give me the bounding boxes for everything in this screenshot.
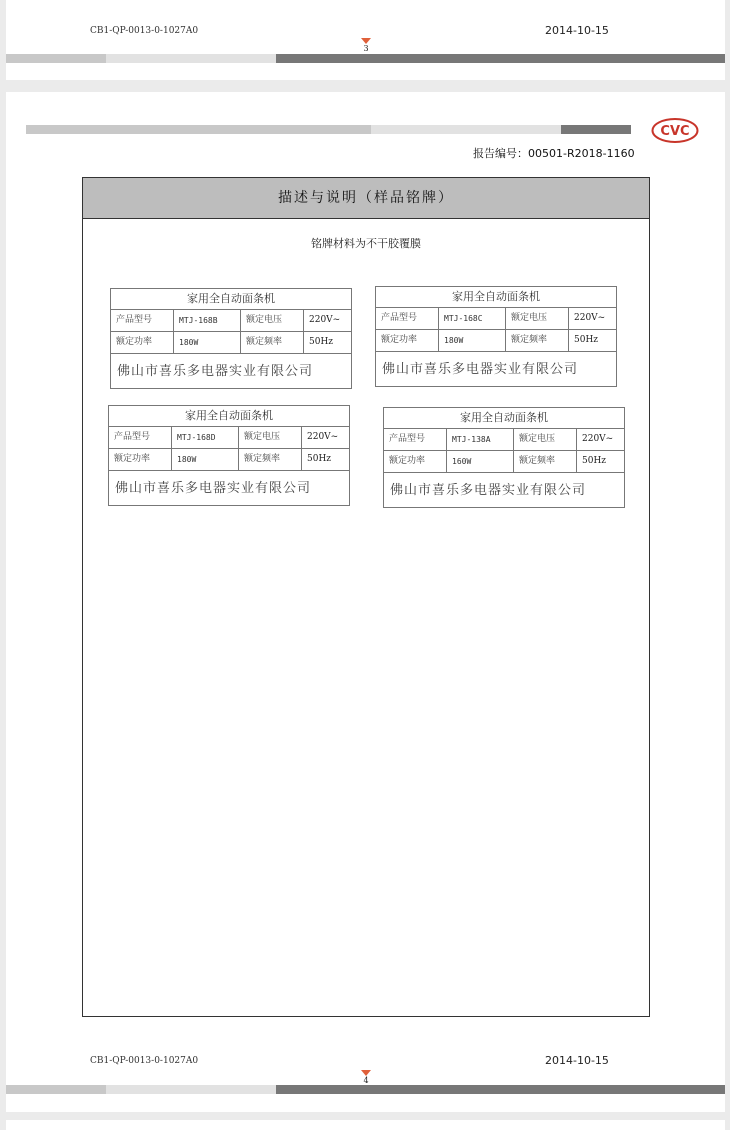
voltage-value: 220V~ [307, 432, 339, 442]
voltage-label: 额定电压 [239, 427, 302, 448]
model-value: MTJ-138A [447, 429, 514, 450]
model-label: 产品型号 [111, 310, 174, 331]
power-label: 额定功率 [384, 451, 447, 472]
model-value: MTJ-168C [439, 308, 506, 329]
model-label: 产品型号 [109, 427, 172, 448]
company-name: 佛山市喜乐多电器实业有限公司 [382, 362, 579, 377]
nameplate-row [376, 330, 616, 352]
nameplate-title: 家用全自动面条机 [376, 287, 616, 308]
nameplate-mtj-168c [375, 286, 617, 387]
nameplate-row [384, 451, 624, 473]
nameplate-mtj-168d [108, 405, 350, 506]
frequency-label: 额定频率 [239, 449, 302, 470]
nameplate-row [109, 449, 349, 471]
model-label: 产品型号 [384, 429, 447, 450]
frequency-value: 50Hz [309, 337, 334, 347]
nameplate-row [376, 308, 616, 330]
nameplate-row [384, 429, 624, 451]
power-label: 额定功率 [109, 449, 172, 470]
section-title: 描述与说明（样品铭牌） [83, 178, 649, 219]
power-value: 180W [172, 449, 239, 470]
nameplate-mtj-168b [110, 288, 352, 389]
nameplate-row [111, 332, 351, 354]
company-name: 佛山市喜乐多电器实业有限公司 [117, 364, 314, 379]
frequency-label: 额定频率 [506, 330, 569, 351]
power-value: 160W [447, 451, 514, 472]
header-bar [26, 125, 631, 134]
footer-date: 2014-10-15 [545, 1054, 609, 1067]
frequency-label: 额定频率 [241, 332, 304, 353]
power-value: 180W [439, 330, 506, 351]
footer-bar [6, 1085, 725, 1094]
power-label: 额定功率 [376, 330, 439, 351]
page-number-marker [357, 1070, 375, 1086]
model-value: MTJ-168B [174, 310, 241, 331]
nameplate-row [111, 310, 351, 332]
page-number-marker [357, 38, 375, 54]
voltage-value: 220V~ [582, 434, 614, 444]
voltage-value: 220V~ [309, 315, 341, 325]
nameplate-row [109, 427, 349, 449]
material-note: 铭牌材料为不干胶覆膜 [311, 237, 421, 250]
frequency-value: 50Hz [582, 456, 607, 466]
voltage-label: 额定电压 [241, 310, 304, 331]
cvc-logo [651, 117, 699, 144]
frequency-value: 50Hz [574, 335, 599, 345]
model-value: MTJ-168D [172, 427, 239, 448]
footer-bar [6, 54, 725, 63]
page-number: 3 [363, 44, 369, 53]
nameplate-mtj-138a [383, 407, 625, 508]
frequency-value: 50Hz [307, 454, 332, 464]
footer-date: 2014-10-15 [545, 24, 609, 37]
voltage-value: 220V~ [574, 313, 606, 323]
footer-doc-code: CB1-QP-0013-0-1027A0 [90, 1056, 199, 1066]
voltage-label: 额定电压 [514, 429, 577, 450]
power-label: 额定功率 [111, 332, 174, 353]
power-value: 180W [174, 332, 241, 353]
company-name: 佛山市喜乐多电器实业有限公司 [390, 483, 587, 498]
voltage-label: 额定电压 [506, 308, 569, 329]
logo-text: CVC [660, 124, 690, 139]
nameplate-title: 家用全自动面条机 [111, 289, 351, 310]
page-number: 4 [363, 1076, 369, 1085]
nameplate-title: 家用全自动面条机 [109, 406, 349, 427]
description-frame [82, 177, 650, 1017]
previous-page [6, 0, 725, 80]
company-name: 佛山市喜乐多电器实业有限公司 [115, 481, 312, 496]
report-number: 报告编号：00501-R2018-1160 [473, 147, 635, 160]
footer-doc-code: CB1-QP-0013-0-1027A0 [90, 26, 199, 36]
report-page [6, 92, 725, 1112]
frequency-label: 额定频率 [514, 451, 577, 472]
nameplate-title: 家用全自动面条机 [384, 408, 624, 429]
model-label: 产品型号 [376, 308, 439, 329]
next-page [6, 1120, 725, 1130]
